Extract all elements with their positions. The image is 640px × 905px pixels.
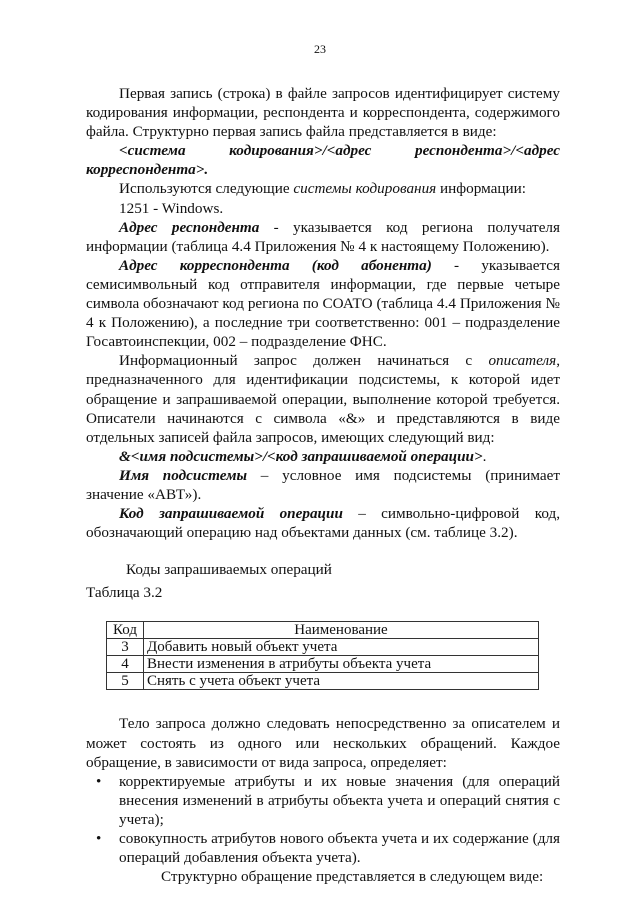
bullet-icon: •	[96, 830, 102, 847]
document-body	[86, 84, 560, 886]
cell-name: Внести изменения в атрибуты объекта учета	[144, 656, 539, 673]
column-header-name: Наименование	[144, 622, 539, 639]
table-row	[107, 673, 539, 690]
paragraph-subsystem-name: Имя подсистемы – условное имя подсистемы (принимает значение «АВТ»).	[86, 466, 560, 503]
encoding-windows: 1251 - Windows.	[119, 199, 224, 217]
paragraph-descriptor: Информационный запрос должен начинаться с описателя, предназначенного для идентификации подсистемы, к которой идет обращение и запрашиваемой операции, выполнение которой требуется. Описатели начинаются с символа «&» и представляются в виде отдельных записей файла запросов, имеющих следующий вид:	[86, 352, 560, 446]
bullet-list	[86, 772, 560, 867]
term-correspondent: Адрес корреспондента (код абонента)	[119, 256, 432, 274]
paragraph-correspondent-address: Адрес корреспондента (код абонента) - указывается семисимвольный код отправителя информации, где первые четыре символа обозначают код региона по СОАТО (таблица 4.4 Приложения № 4 к Положению), а последние три соответственно: 001 – подразделение Госавтоинспекции, 002 – подразделение ФНС.	[86, 256, 561, 351]
cell-name: Снять с учета объект учета	[144, 673, 539, 690]
paragraph-encodings: Используются следующие системы кодирования информации:	[119, 180, 526, 198]
term-respondent: Адрес респондента	[119, 218, 260, 236]
paragraph-request-body: Тело запроса должно следовать непосредственно за описателем и может состоять из одного или нескольких обращений. Каждое обращение, в зависимости от вида запроса, определяет:	[86, 715, 560, 771]
page-number: 23	[314, 42, 326, 56]
cell-code: 3	[107, 639, 144, 656]
operation-codes-table	[106, 621, 539, 690]
paragraph-first-record: Первая запись (строка) в файле запросов идентифицирует систему кодирования информации, респондента и корреспондента, содержимого файла. Структурно первая запись файла представляется в виде:	[86, 85, 560, 141]
term-operation-code: Код запрашиваемой операции	[119, 505, 343, 523]
format-descriptor: &<имя подсистемы>/<код запрашиваемой операции>.	[119, 447, 487, 465]
cell-code: 5	[107, 673, 144, 690]
paragraph-structure: Структурно обращение представляется в следующем виде:	[161, 868, 544, 886]
cell-name: Добавить новый объект учета	[144, 639, 539, 656]
term-subsystem: Имя подсистемы	[119, 466, 248, 484]
table-header-row	[107, 622, 539, 639]
list-item: • совокупность атрибутов нового объекта учета и их содержание (для операций добавления объекта учета).	[96, 830, 560, 867]
table-caption: Коды запрашиваемых операций	[126, 561, 332, 579]
bullet-icon: •	[96, 772, 102, 790]
table-number: Таблица 3.2	[86, 584, 163, 602]
table-row	[107, 639, 539, 656]
paragraph-operation-code: Код запрашиваемой операции – символьно-цифровой код, обозначающий операцию над объектами данных (см. таблице 3.2).	[86, 505, 560, 542]
column-header-code: Код	[107, 622, 144, 639]
list-item: • корректируемые атрибуты и их новые значения (для операций внесения изменений в атрибуты объекта учета и операций снятия с учета);	[96, 772, 560, 828]
format-first-record: <система кодирования>/<адрес респондента>/<адрес корреспондента>.	[86, 142, 560, 179]
cell-code: 4	[107, 656, 144, 673]
table-row	[107, 656, 539, 673]
paragraph-respondent-address: Адрес респондента - указывается код региона получателя информации (таблица 4.4 Приложения № 4 к настоящему Положению).	[86, 218, 560, 255]
